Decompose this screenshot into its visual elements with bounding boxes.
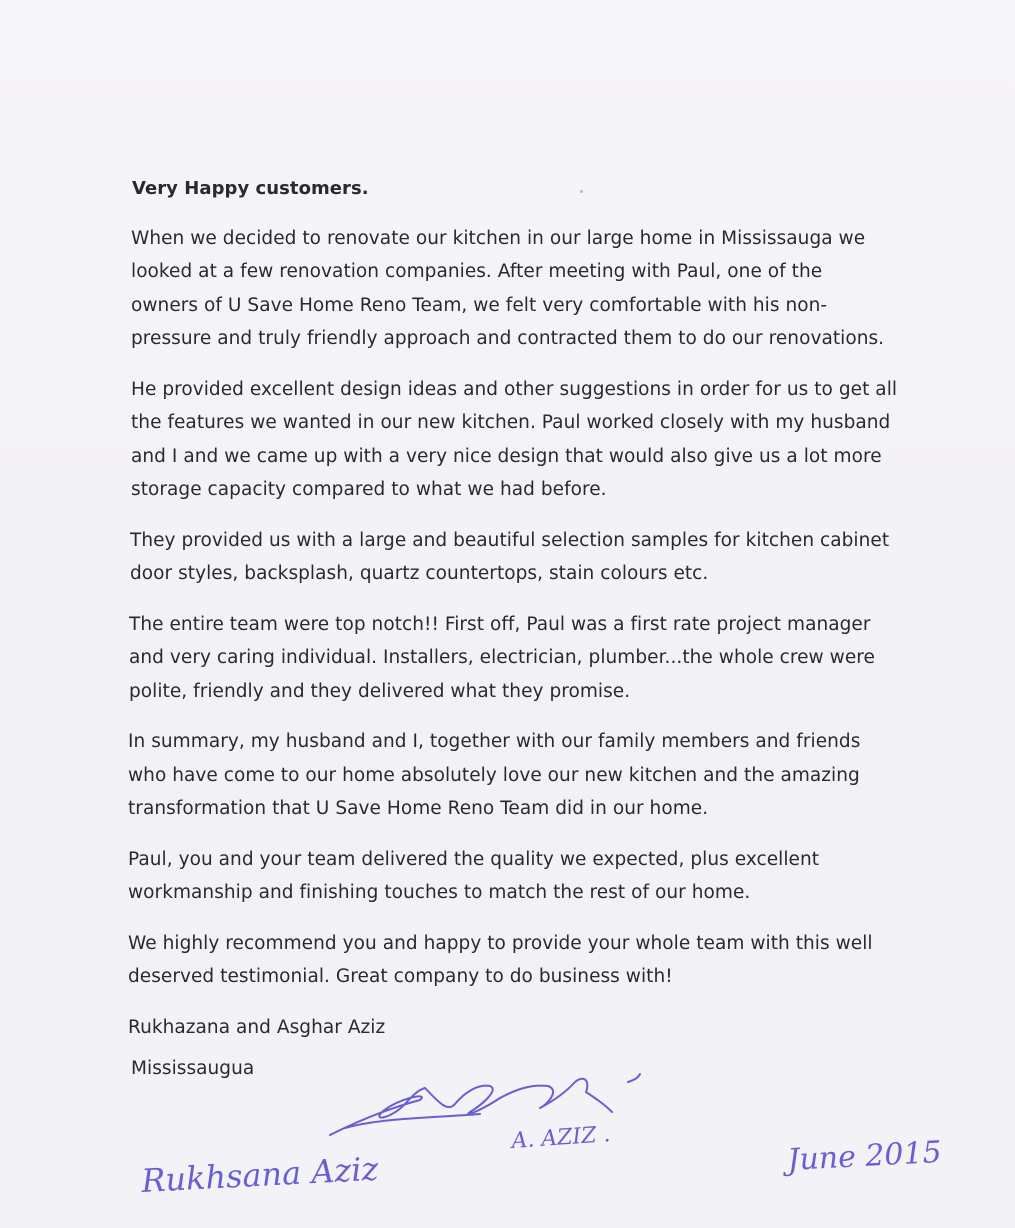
- signatories: Rukhazana and Asghar Aziz: [128, 1016, 386, 1038]
- paragraph-4: The entire team were top notch!! First off, Paul was a first rate project manager and very caring individual. Installers, electrician, plumber...the whole crew were polite, friendly and they delivered what they promise.: [129, 613, 875, 702]
- handwritten-date: June 2015: [786, 1134, 943, 1178]
- paragraph-3: They provided us with a large and beautiful selection samples for kitchen cabinet door styles, backsplash, quartz countertops, stain colours etc.: [130, 529, 890, 584]
- paragraph-5: In summary, my husband and I, together with our family members and friends who have come to our home absolutely love our new kitchen and the amazing transformation that U Save Home Reno Team did in our home.: [128, 731, 861, 819]
- paragraph-2: He provided excellent design ideas and other suggestions in order for us to get all the features we wanted in our new kitchen. Paul worked closely with my husband and I and we came up with a very nice design that would also give us a lot more storage capacity compared to what we had before.: [131, 378, 898, 500]
- handwritten-initial-name: A. AZIZ .: [510, 1122, 612, 1154]
- paragraph-1: When we decided to renovate our kitchen in our large home in Mississauga we looked at a few renovation companies. After meeting with Paul, one of the owners of U Save Home Reno Team, we felt very comfortable with his non- pressure and truly friendly approach and contracted them to do our renovations.: [131, 227, 885, 349]
- handwritten-signature-name: Rukhsana Aziz: [140, 1149, 380, 1200]
- letter-body: [128, 172, 948, 1086]
- paragraph-6: Paul, you and your team delivered the quality we expected, plus excellent workmanship and finishing touches to match the rest of our home.: [128, 848, 820, 903]
- letter-heading: Very Happy customers.: [132, 178, 369, 199]
- city: Mississaugua: [131, 1058, 255, 1079]
- paragraph-7: We highly recommend you and happy to provide your whole team with this well deserved testimonial. Great company to do business with!: [128, 932, 873, 987]
